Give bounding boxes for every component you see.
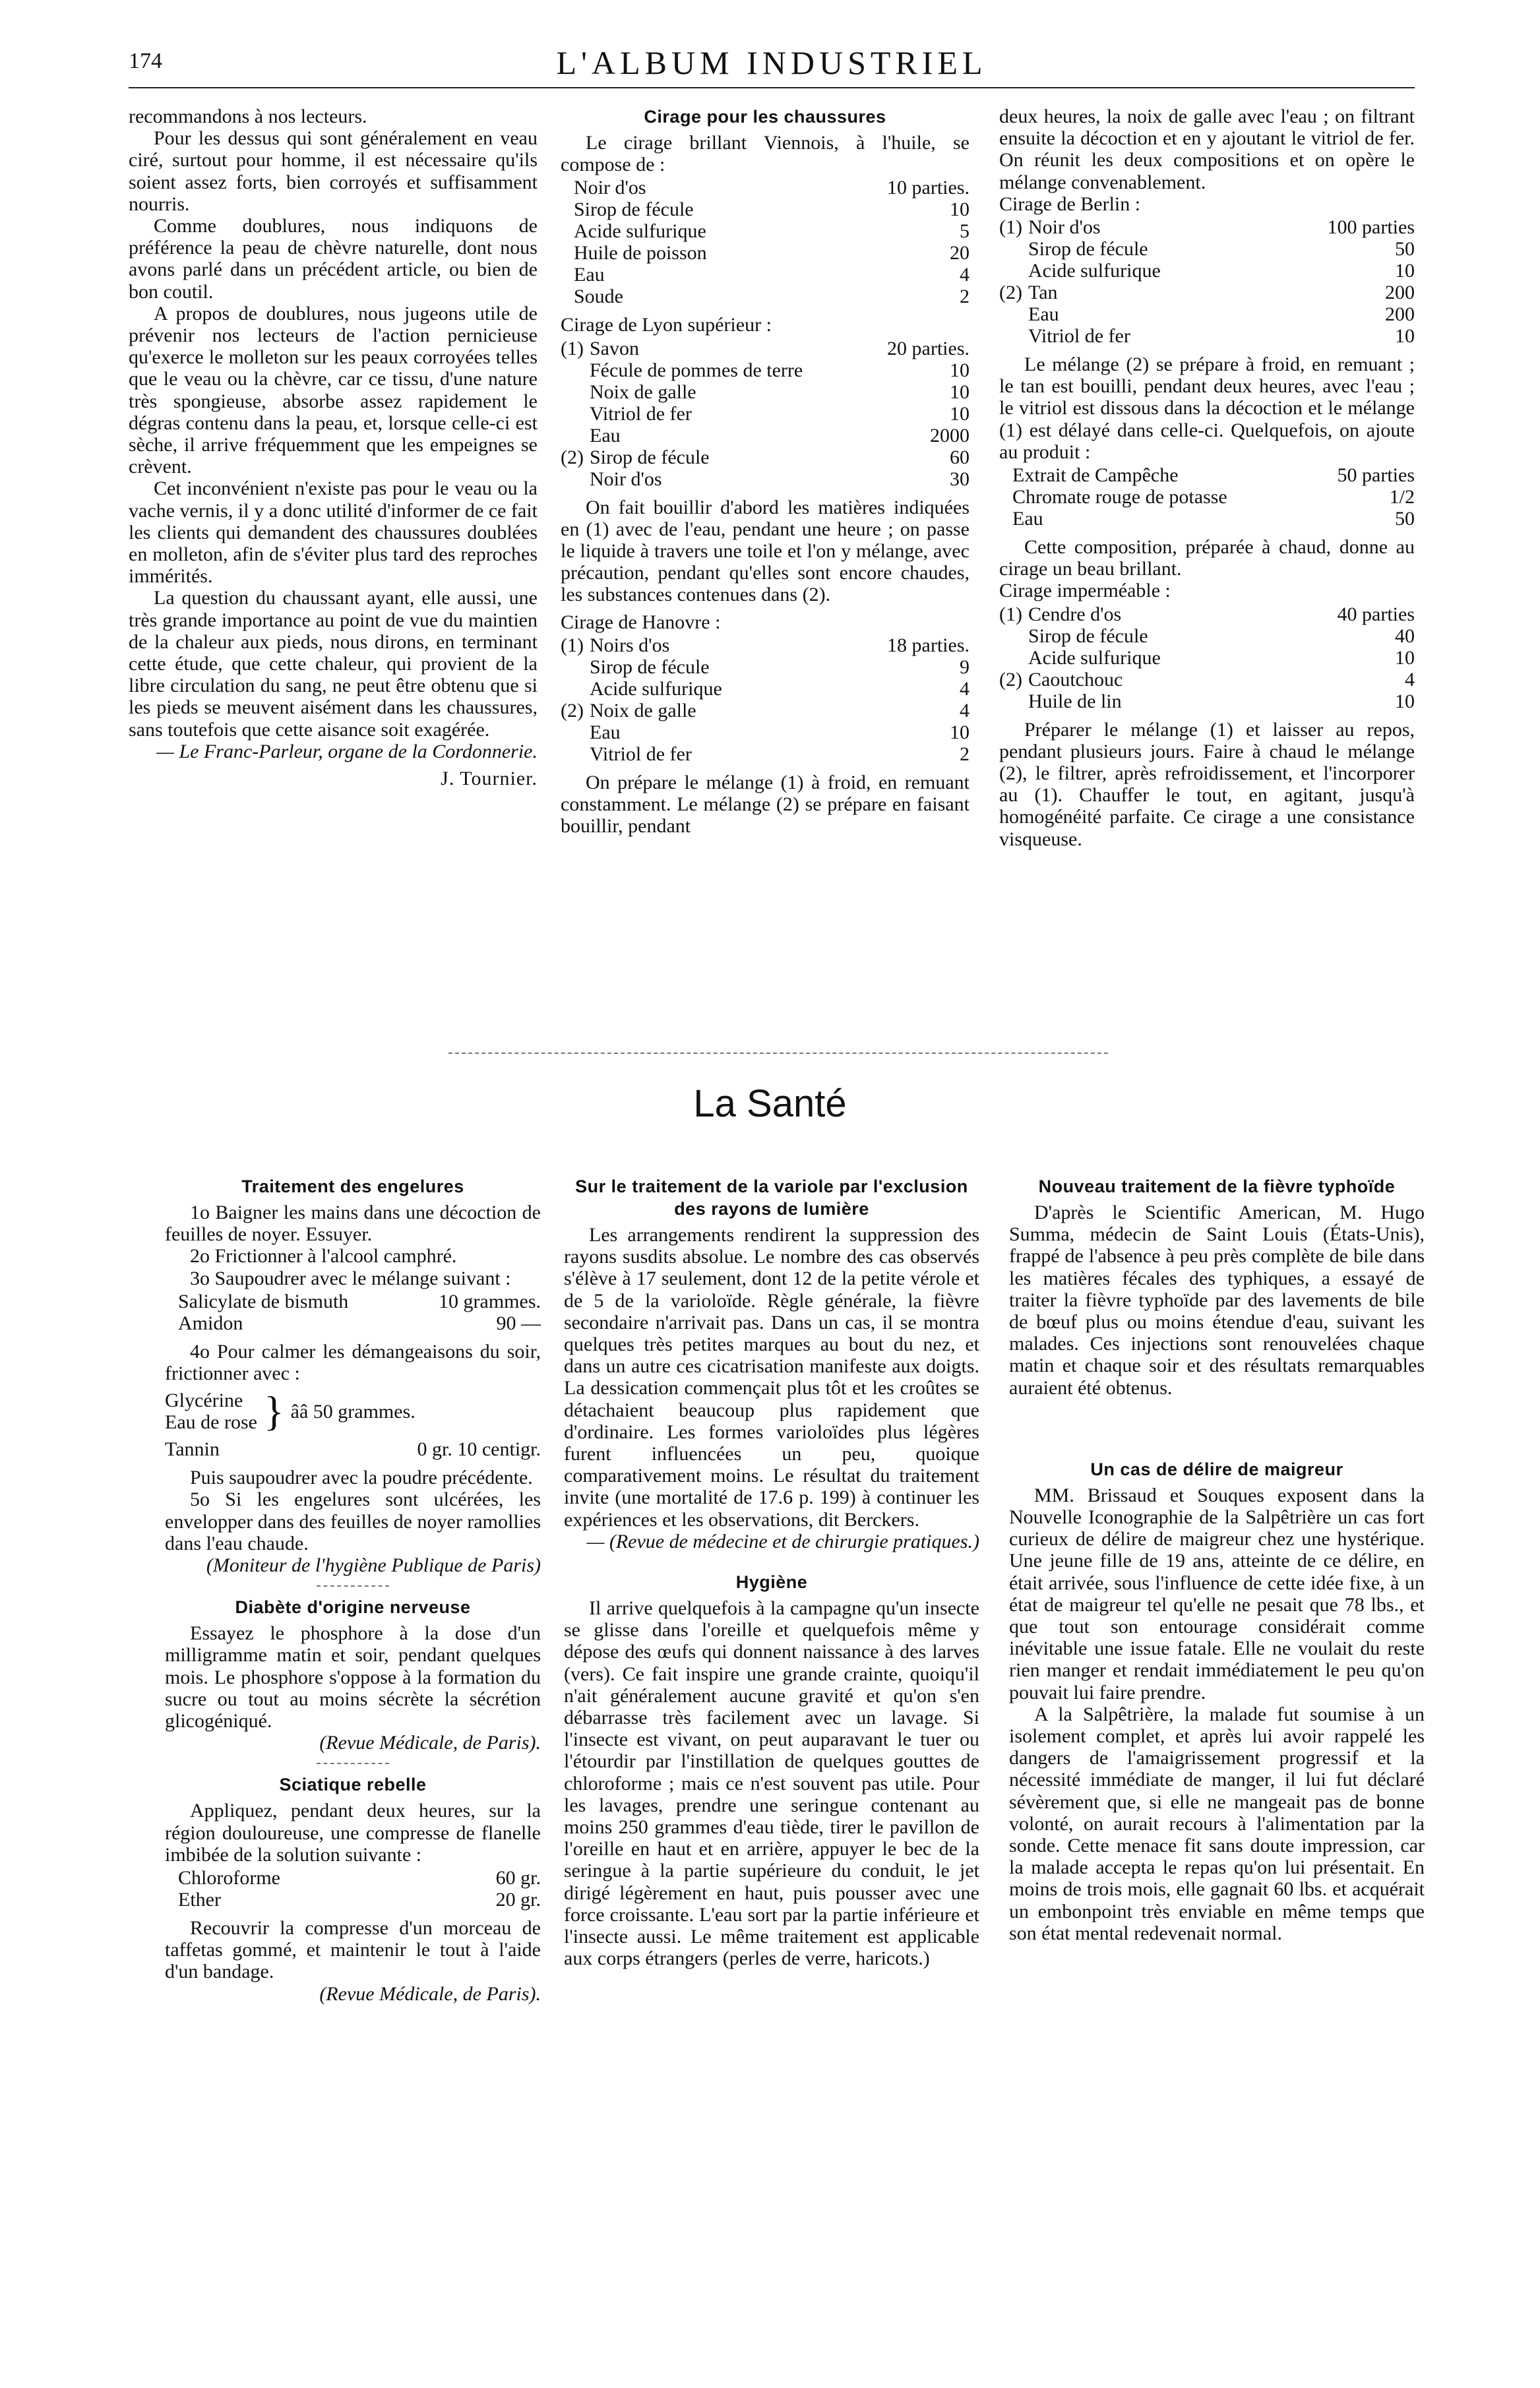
ingredient-row [561,359,970,381]
ingredient-amount: 10 [1395,646,1415,669]
ingredient-name: Sirop de fécule [590,656,710,678]
paragraph: deux heures, la noix de galle avec l'eau ; on filtrant ensuite la décoction et en y ajoutant le vitriol de fer. On réunit les deux compositions et on opère le mélange convenablement. [999,106,1415,193]
paragraph: Cette composition, préparée à chaud, donne au cirage un beau brillant. [999,536,1415,580]
mixture-label [561,678,590,700]
recipe-table [999,603,1415,712]
ingredient-amount: 20 parties. [887,337,970,359]
recipe-table [999,216,1415,347]
ingredient-name: Noir d'os [590,468,662,490]
ingredient-amount: 20 [950,242,970,264]
ingredient-row [999,282,1415,303]
ingredient-name: Glycérine [165,1390,243,1412]
ingredient-amount: 20 gr. [495,1889,541,1911]
mixture-label: (1) [999,603,1022,625]
ingredient-amount: 50 [1395,238,1415,260]
ingredient-row [561,425,970,446]
paragraph: Le cirage brillant Viennois, à l'huile, se compose de : [561,132,970,176]
ingredient-row [999,464,1415,486]
ingredient-name: Extrait de Campêche [1012,464,1179,487]
paragraph: A propos de doublures, nous jugeons utile de prévenir nos lecteurs de l'action pernicieuse qu'exerce le molleton sur les peaux corroyées telles que le veau ou la chèvre, car ce tissu, d'une nature très spongieuse, absorbe assez rapidement le dégras contenu dans la peau, et, lorsque celle-ci est sèche, il arrive fréquemment que les empeignes se crèvent. [129,302,538,478]
ingredient-name: Noir d'os [574,177,646,199]
source-citation: — Le Franc-Parleur, organe de la Cordonnerie. [156,740,538,762]
ingredient-name: Noix de galle [590,381,696,403]
header-rule [129,87,1415,88]
ingredient-name: Noir d'os [1028,216,1101,239]
ingredient-amount: 1/2 [1389,486,1415,508]
paragraph: Pour les dessus qui sont généralement en veau ciré, surtout pour homme, il est nécessaire qu'ils soient assez forts, bien corroyés et suffisamment nourris. [129,127,538,215]
page-header [129,44,1415,83]
paragraph: Les arrangements rendirent la suppression des rayons susdits absolue. Le nombre des cas observés s'élève à 17 seulement, dont 12 de la petite vérole et de 5 de la varioloïde. Règle générale, la fièvre secondaire n'arrivait pas. Dans un cas, il se montra quelques très petites marques au bout du nez, et dans un autre ces cicatrisation manifeste aux doigts. La dessication commençait plus tôt et les croûtes se détachaient beaucoup plus rapidement que d'ordinaire. Les formes varioloïdes plus légères furent influencées un peu, quoique comparativement moins. Le résultat du traitement invite (une mortalité de 17.6 p. 199) à continuer les expériences et les observations, dit Berckers. [564,1224,979,1531]
ingredient-name: Chromate rouge de potasse [1012,486,1227,508]
paragraph: A la Salpêtrière, la malade fut soumise à un isolement complet, et après lui avoir rappelé les dangers de l'amaigrissement progressif et la nécessité immédiate de manger, il lui fut déclaré sévèrement que, si elle ne mangeait pas de bonne volonté, on aurait recours à l'alimentation par la sonde. Cette menace fit sans doute impression, car la malade accepta le repas qu'on lui présentait. En moins de trois mois, elle gagnait 60 lbs. et acquérait un embonpoint très enviable en même temps que son état mental redevenait normal. [1009,1703,1425,1944]
page-number: 174 [129,49,162,73]
ingredient-row [999,603,1415,625]
ingredient-row [561,446,970,468]
ingredient-name: Ether [178,1889,221,1911]
ingredient-name: Huile de poisson [574,242,707,264]
column-1 [129,106,538,789]
ingredient-amount: 200 [1385,303,1415,326]
ingredient-name: Acide sulfurique [1028,646,1161,669]
ingredient-name: Eau [1028,303,1059,326]
article-title: Traitement des engelures [241,1177,464,1196]
mixture-label [561,721,590,743]
paragraph: On prépare le mélange (1) à froid, en remuant constamment. Le mélange (2) se prépare en faisant bouillir, pendant [561,771,970,838]
ingredient-amount: 18 parties. [887,634,970,656]
ingredient-amount: 10 parties. [887,177,970,199]
ingredient-name: Tannin [165,1438,220,1461]
ingredient-name: Vitriol de fer [590,402,692,425]
ingredient-amount: 40 parties [1337,603,1415,625]
ingredient-amount: ââ 50 grammes. [290,1400,416,1423]
recipe-title: Cirage de Hanovre : [561,611,721,633]
recipe-table [999,464,1415,530]
ingredient-amount: 4 [960,264,970,286]
recipe-title: Cirage imperméable : [999,580,1171,602]
ingredient-amount: 5 [960,220,970,243]
brace-glyph: } [263,1388,284,1435]
ingredient-row [561,721,970,743]
ingredient-name: Sirop de fécule [590,446,710,468]
ingredient-row [561,199,970,220]
ingredient-row [165,1312,541,1334]
recipe-table [165,1438,541,1460]
ingredient-row [999,647,1415,669]
paragraph: MM. Brissaud et Souques exposent dans la Nouvelle Iconographie de la Salpêtrière un cas fort curieux de délire de maigreur chez une hystérique. Une jeune fille de 19 ans, atteinte de ce délire, en était arrivée, sous l'influence de cette idée fixe, à un état de maigreur tel qu'elle ne pesait que 78 lbs., et que tout son entourage considérait comme inévitable une issue fatale. Elle ne voulait du reste rien manger et rendait immédiatement le peu qu'on pouvait lui faire prendre. [1009,1484,1425,1703]
ingredient-row [561,678,970,700]
ingredient-amount: 50 [1395,508,1415,530]
ingredient-amount: 50 parties [1337,464,1415,487]
mixture-label [999,325,1028,347]
mixture-label: (2) [999,668,1022,690]
recipe-title: Cirage de Berlin : [999,193,1141,215]
ingredient-amount: 60 [950,446,970,468]
ingredient-row [561,381,970,403]
mixture-label [561,359,590,381]
mixture-label [561,403,590,425]
ingredient-amount: 10 [950,381,970,403]
mixture-label [561,425,590,446]
ingredient-amount: 30 [950,468,970,490]
author-signature: J. Tournier. [441,768,538,790]
ingredient-name: Fécule de pommes de terre [590,359,803,381]
step: 5o Si les engelures sont ulcérées, les envelopper dans des feuilles de noyer ramollies dans l'eau chaude. [165,1488,541,1554]
mixture-label: (1) [561,634,584,656]
ingredient-name: Eau [574,264,605,286]
ingredient-row [999,486,1415,508]
mixture-label [999,260,1028,282]
ingredient-name: Acide sulfurique [574,220,706,243]
source-citation: (Revue Médicale, de Paris). [319,1982,541,2005]
paragraph: D'après le Scientific American, M. Hugo Summa, médecin de Saint Louis (États-Unis), frappé de l'absence à peu près complète de bile dans les matières fécales des typhiques, a essayé de traiter la fièvre typhoïde par des lavements de bile de bœuf plus ou moins étendue d'eau, suivant les malades. Ces injections sont renouvelées chaque matin et chaque soir et des résultats remarquables auraient été obtenus. [1009,1202,1425,1399]
ingredient-row [561,220,970,242]
ingredient-name: Amidon [178,1312,243,1334]
mixture-label [561,468,590,490]
ingredient-row [561,743,970,765]
mixture-label [999,238,1028,260]
article-divider [317,1585,389,1587]
step: 3o Saupoudrer avec le mélange suivant : [190,1267,511,1289]
ingredient-amount: 60 gr. [495,1867,541,1889]
recipe-table [561,338,970,490]
column-2-sante [564,1175,979,1970]
ingredient-row [999,303,1415,325]
article-title: Nouveau traitement de la fièvre typhoïde [1038,1177,1396,1196]
paragraph: Préparer le mélange (1) et laisser au repos, pendant plusieurs jours. Faire à chaud le mélange (2), le filtrer, après refroidissement, et l'incorporer au (1). Chauffer le tout, en agitant, jusqu'à homogénéité parfaite. Ce cirage a une consistance visqueuse. [999,718,1415,850]
paragraph: recommandons à nos lecteurs. [129,106,367,127]
article-title: Sciatique rebelle [279,1775,427,1795]
recipe-table [561,177,970,307]
ingredient-row [999,325,1415,347]
ingredient-amount: 2 [960,743,970,765]
ingredient-row [561,264,970,286]
ingredient-name: Eau [1012,508,1043,530]
recipe-table [561,634,970,765]
paragraph: La question du chaussant ayant, elle aussi, une très grande importance au point de vue du maintien de la chaleur aux pieds, nous dirons, en terminant cette étude, que cette chaleur, qui provient de la libre circulation du sang, ne peut être obtenu que si les pieds se meuvent aisément dans les chaussures, sans toutefois que cette aisance soit exagérée. [129,587,538,741]
mixture-label [999,303,1028,325]
article-title: Cirage pour les chaussures [644,107,886,127]
ingredient-row [999,260,1415,282]
mixture-label: (1) [999,216,1022,239]
mixture-label [561,656,590,678]
ingredient-name: Eau [590,424,621,446]
ingredient-amount: 10 [950,199,970,221]
ingredient-row [999,669,1415,690]
ingredient-name: Acide sulfurique [590,677,722,700]
article-title: Sur le traitement de la variole par l'exclusion des rayons de lumière [575,1177,968,1219]
ingredient-name: Caoutchouc [1028,668,1123,690]
paragraph: Puis saupoudrer avec la poudre précédente. [190,1467,533,1489]
running-title: L'ALBUM INDUSTRIEL [556,44,987,81]
ingredient-name: Sirop de fécule [1028,238,1148,260]
article-title: Diabète d'origine nerveuse [235,1597,471,1618]
column-3-sante [1009,1175,1425,1944]
section-title: La Santé [693,1082,847,1125]
combined-ingredients [165,1390,541,1433]
source-citation: (Moniteur de l'hygiène Publique de Paris) [206,1554,541,1577]
ingredient-amount: 10 [950,359,970,381]
step: 2o Frictionner à l'alcool camphré. [190,1245,457,1268]
ingredient-row [165,1291,541,1312]
ingredient-amount: 90 — [496,1312,541,1334]
ingredient-name: Salicylate de bismuth [178,1290,349,1312]
ingredient-row [165,1889,541,1911]
ingredient-amount: 2000 [930,424,970,446]
ingredient-row [561,634,970,656]
ingredient-name: Soude [574,286,623,308]
ingredient-amount: 4 [960,699,970,721]
ingredient-row [561,700,970,721]
ingredient-row [561,286,970,307]
ingredient-name: Acide sulfurique [1028,260,1161,282]
ingredient-name: Noix de galle [590,699,696,721]
ingredient-amount: 10 [950,402,970,425]
column-3 [999,106,1415,850]
step: 4o Pour calmer les démangeaisons du soir, frictionner avec : [165,1340,541,1385]
ingredient-name: Eau [590,721,621,743]
ingredient-amount: 9 [960,656,970,678]
ingredient-row [561,656,970,678]
ingredient-row [561,177,970,199]
ingredient-row [561,468,970,490]
ingredient-amount: 200 [1385,282,1415,304]
ingredient-amount: 40 [1395,625,1415,647]
paragraph: Essayez le phosphore à la dose d'un milligramme matin et soir, pendant quelques mois. Le phosphore s'oppose à la formation du sucre ou tout au moins sécrète la sécrétion glicogéniqué. [165,1622,541,1732]
ingredient-name: Huile de lin [1028,690,1122,712]
ingredient-row [999,690,1415,712]
mixture-label: (1) [561,337,584,359]
source-citation: — (Revue de médecine et de chirurgie pratiques.) [586,1530,979,1552]
ingredient-name: Eau de rose [165,1411,257,1434]
paragraph: Recouvrir la compresse d'un morceau de taffetas gommé, et maintenir le tout à l'aide d'un bandage. [165,1917,541,1983]
ingredient-amount: 4 [1405,668,1415,690]
mixture-label [561,743,590,765]
article-divider [317,1763,389,1764]
ingredient-name: Sirop de fécule [1028,625,1148,647]
mixture-label [999,690,1028,712]
step: 1o Baigner les mains dans une décoction de feuilles de noyer. Essuyer. [165,1202,541,1246]
ingredient-amount: 10 [1395,260,1415,282]
article-title: Un cas de délire de maigreur [1090,1459,1343,1479]
mixture-label [999,647,1028,669]
ingredient-name: Noirs d'os [590,634,670,656]
recipe-title: Cirage de Lyon supérieur : [561,314,772,336]
mixture-label [999,625,1028,647]
mixture-label [561,381,590,403]
column-2 [561,106,970,837]
ingredient-row [561,403,970,425]
mixture-label: (2) [561,699,584,721]
column-1-sante [165,1175,541,2005]
ingredient-amount: 10 [1395,690,1415,712]
paragraph: Appliquez, pendant deux heures, sur la région douloureuse, une compresse de flanelle imbibée de la solution suivante : [165,1800,541,1866]
ingredient-amount: 100 parties [1327,216,1415,239]
ingredient-row [999,625,1415,647]
paragraph: Comme doublures, nous indiquons de préférence la peau de chèvre naturelle, dont nous avons parlé dans un précédent article, ou bien de bon coutil. [129,215,538,303]
ingredient-name: Vitriol de fer [1028,325,1130,348]
ingredient-name: Cendre d'os [1028,603,1122,625]
paragraph: Le mélange (2) se prépare à froid, en remuant ; le tan est bouilli, pendant deux heures, avec l'eau ; le vitriol est dissous dans la décoction et le mélange (1) est délayé dans celle-ci. Quelquefois, on ajoute au produit : [999,353,1415,463]
recipe-table [165,1867,541,1911]
ingredient-row [999,216,1415,238]
ingredient-row [561,242,970,264]
ingredient-name: Sirop de fécule [574,199,694,221]
ingredient-amount: 10 grammes. [439,1290,541,1312]
mixture-label: (2) [561,446,584,468]
source-citation: (Revue Médicale, de Paris). [319,1732,541,1754]
ingredient-amount: 10 [1395,325,1415,348]
ingredient-amount: 10 [950,721,970,743]
article-title: Hygiène [735,1572,808,1593]
paragraph: On fait bouillir d'abord les matières indiquées en (1) avec de l'eau, pendant une heure ; on passe le liquide à travers une toile et l'on y mélange, avec précaution, pendant qu'elles sont encore chaudes, les substances contenues dans (2). [561,496,970,606]
section-divider [448,1053,1108,1054]
ingredient-row [561,338,970,359]
ingredient-amount: 4 [960,677,970,700]
ingredient-name: Vitriol de fer [590,743,692,765]
ingredient-row [165,1867,541,1889]
mixture-label: (2) [999,282,1022,304]
ingredient-name: Savon [590,337,639,359]
recipe-table [165,1291,541,1334]
ingredient-name: Tan [1028,282,1058,304]
ingredient-row [165,1438,541,1460]
ingredient-row [999,238,1415,260]
paragraph: Il arrive quelquefois à la campagne qu'un insecte se glisse dans l'oreille et quelquefois même y dépose des œufs qui donnent naissance à des larves (vers). Ce fait inspire une grande crainte, quoiqu'il n'ait généralement aucune gravité et qu'on s'en débarrasse très facilement avec un lavage. Si l'insecte est vivant, on peut auparavant le tuer ou l'étourdir par l'instillation de quelques gouttes de chloroforme ; mais ce n'est souvent pas utile. Pour les lavages, prendre une seringue contenant au moins 250 grammes d'eau tiède, tirer le pavillon de l'oreille en haut et en arrière, appuyer le bec de la seringue à la partie supérieure du conduit, le jet dirigé légèrement en haut, puis pousser avec une force croissante. L'eau sort par la partie inférieure et l'insecte aussi. Le même traitement est applicable aux corps étrangers (perles de verre, haricots.) [564,1597,979,1970]
ingredient-name: Chloroforme [178,1867,280,1889]
ingredient-amount: 0 gr. 10 centigr. [417,1438,541,1461]
ingredient-row [999,508,1415,530]
ingredient-amount: 2 [960,286,970,308]
paragraph: Cet inconvénient n'existe pas pour le veau ou la vache vernis, il y a donc utilité d'informer de ce fait les clients qui demandent des chaussures doublées en molleton, afin de s'éviter plus tard des reproches immérités. [129,477,538,588]
